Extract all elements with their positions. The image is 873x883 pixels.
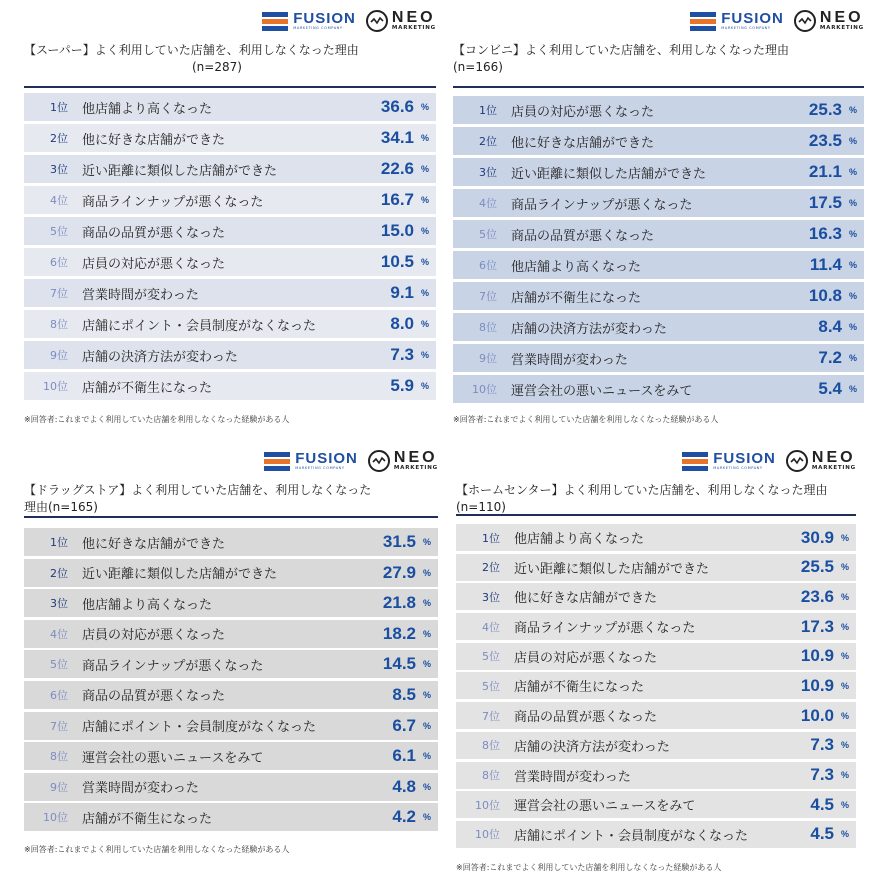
reason-label: 運営会社の悪いニュースをみて xyxy=(511,383,693,399)
ranking-row xyxy=(453,189,864,217)
reason-label: 他店舗より高くなった xyxy=(511,259,642,275)
ranking-row xyxy=(24,559,438,587)
logo-group xyxy=(264,444,438,478)
percent-unit: % xyxy=(420,319,429,329)
percent-unit: % xyxy=(420,288,429,298)
rank-label: 6位 xyxy=(479,259,497,272)
neo-subtext: MARKETING xyxy=(393,465,438,472)
percentage-value: 10.5 xyxy=(380,252,414,271)
ranking-row xyxy=(453,96,864,124)
neo-subtext: MARKETING xyxy=(819,25,864,32)
title-divider xyxy=(456,514,856,516)
rank-label: 8位 xyxy=(50,750,68,764)
reason-label: 他店舗より高くなった xyxy=(82,101,213,117)
rank-label: 3位 xyxy=(479,166,497,179)
percentage-value: 4.8 xyxy=(392,776,416,796)
respondent-note: ※回答者:これまでよく利用していた店舗を利用しなくなった経験がある人 xyxy=(456,863,722,872)
rank-label: 4位 xyxy=(479,197,497,210)
neo-circle-icon xyxy=(366,10,388,32)
reason-label: 他に好きな店舗ができた xyxy=(82,132,226,148)
rank-label: 1位 xyxy=(479,104,497,117)
reason-label: 店舗にポイント・会員制度がなくなった xyxy=(514,828,749,844)
fusion-mark-icon xyxy=(262,12,288,31)
percent-unit: % xyxy=(422,720,431,731)
reason-label: 商品の品質が悪くなった xyxy=(514,710,658,726)
ranking-row xyxy=(456,791,856,818)
percentage-value: 31.5 xyxy=(382,532,416,551)
percentage-value: 25.3 xyxy=(808,100,842,119)
reason-label: 店舗の決済方法が変わった xyxy=(511,321,667,337)
fusion-mark-icon xyxy=(682,452,708,471)
rank-label: 2位 xyxy=(50,132,68,145)
percentage-value: 16.3 xyxy=(808,224,842,243)
rank-label: 2位 xyxy=(50,566,68,580)
ranking-row xyxy=(24,803,438,831)
reason-label: 営業時間が変わった xyxy=(82,287,199,303)
ranking-row xyxy=(453,158,864,186)
percentage-value: 5.9 xyxy=(390,376,414,395)
reason-label: 商品の品質が悪くなった xyxy=(511,228,655,244)
percentage-value: 36.6 xyxy=(380,97,414,116)
ranking-row xyxy=(24,124,436,152)
reason-label: 商品ラインナップが悪くなった xyxy=(82,194,264,210)
title-divider xyxy=(453,86,864,88)
respondent-note: ※回答者:これまでよく利用していた店舗を利用しなくなった経験がある人 xyxy=(24,845,290,854)
reason-label: 店員の対応が悪くなった xyxy=(82,256,226,272)
reason-label: 近い距離に類似した店舗ができた xyxy=(511,166,707,182)
percent-unit: % xyxy=(422,659,431,670)
rank-label: 6位 xyxy=(50,688,68,702)
ranking-list xyxy=(24,93,436,400)
reason-label: 店員の対応が悪くなった xyxy=(514,650,658,666)
percent-unit: % xyxy=(422,812,431,823)
neo-logo xyxy=(366,10,436,32)
percent-unit: % xyxy=(840,680,849,691)
rank-label: 9位 xyxy=(50,349,68,362)
panel-title-main: 【ホームセンター】よく利用していた店舗を、利用しなくなった理由 xyxy=(456,483,828,497)
percent-unit: % xyxy=(840,740,849,751)
rank-label: 9位 xyxy=(50,780,68,794)
percentage-value: 30.9 xyxy=(800,527,834,547)
ranking-row xyxy=(456,583,856,610)
reason-label: 他に好きな店舗ができた xyxy=(514,591,658,607)
percentage-value: 10.9 xyxy=(800,675,834,695)
reason-label: 近い距離に類似した店舗ができた xyxy=(82,567,278,583)
reason-label: 営業時間が変わった xyxy=(82,781,199,797)
ranking-row xyxy=(24,372,436,400)
rank-label: 7位 xyxy=(50,719,68,733)
ranking-row xyxy=(453,344,864,372)
percent-unit: % xyxy=(848,322,857,332)
neo-subtext: MARKETING xyxy=(391,25,436,32)
percent-unit: % xyxy=(848,291,857,301)
ranking-row xyxy=(456,821,856,848)
ranking-row xyxy=(456,554,856,581)
percentage-value: 11.4 xyxy=(809,255,842,274)
percent-unit: % xyxy=(840,710,849,721)
percent-unit: % xyxy=(840,532,849,543)
reason-label: 商品ラインナップが悪くなった xyxy=(82,658,264,674)
reason-label: 店舗が不衛生になった xyxy=(514,680,645,696)
fusion-mark-icon xyxy=(264,452,290,471)
rank-label: 1位 xyxy=(50,101,68,114)
percentage-value: 21.8 xyxy=(382,593,416,613)
rank-label: 8位 xyxy=(50,318,68,331)
percent-unit: % xyxy=(840,591,849,602)
percent-unit: % xyxy=(420,195,429,205)
reason-label: 店舗にポイント・会員制度がなくなった xyxy=(82,720,317,736)
rank-label: 5位 xyxy=(50,225,68,238)
ranking-row xyxy=(24,712,438,740)
rank-label: 8位 xyxy=(482,769,500,782)
percentage-value: 4.2 xyxy=(392,807,416,827)
title-divider xyxy=(24,516,438,518)
reason-label: 他に好きな店舗ができた xyxy=(511,135,655,151)
reason-label: 他に好きな店舗ができた xyxy=(82,536,226,552)
fusion-logo xyxy=(690,11,784,31)
percent-unit: % xyxy=(848,229,857,239)
ranking-list xyxy=(453,96,864,403)
percentage-value: 17.3 xyxy=(800,616,834,636)
percentage-value: 6.1 xyxy=(392,746,416,766)
percentage-value: 6.7 xyxy=(392,715,416,735)
percentage-value: 18.2 xyxy=(382,623,416,643)
panel-title xyxy=(453,42,864,76)
percentage-value: 7.3 xyxy=(810,765,834,784)
reason-label: 店舗にポイント・会員制度がなくなった xyxy=(82,318,317,334)
rank-label: 9位 xyxy=(479,352,497,365)
ranking-row xyxy=(24,681,438,709)
rank-label: 3位 xyxy=(50,163,68,176)
panel-title xyxy=(456,482,856,516)
rank-label: 5位 xyxy=(482,650,500,664)
panel-title-sample: (n=166) xyxy=(453,60,503,74)
percent-unit: % xyxy=(420,381,429,391)
ranking-row xyxy=(24,589,438,617)
percent-unit: % xyxy=(840,770,849,780)
rank-label: 5位 xyxy=(482,679,500,693)
fusion-wordmark: FUSION xyxy=(295,450,358,468)
ranking-row xyxy=(24,217,436,245)
percentage-value: 21.1 xyxy=(808,162,842,181)
percentage-value: 9.1 xyxy=(390,283,414,302)
ranking-row xyxy=(24,248,436,276)
ranking-row xyxy=(456,762,856,789)
ranking-row xyxy=(24,773,438,801)
reason-label: 運営会社の悪いニュースをみて xyxy=(514,799,696,815)
rank-label: 4位 xyxy=(50,194,68,207)
rank-label: 10位 xyxy=(475,798,500,812)
rank-label: 2位 xyxy=(479,135,497,148)
title-divider xyxy=(24,86,436,88)
percentage-value: 7.3 xyxy=(810,735,834,755)
neo-wordmark: NEO xyxy=(393,449,438,467)
ranking-row xyxy=(24,650,438,678)
reason-label: 営業時間が変わった xyxy=(514,769,631,785)
neo-wordmark: NEO xyxy=(811,449,856,467)
reason-label: 他店舗より高くなった xyxy=(514,532,645,547)
reason-label: 運営会社の悪いニュースをみて xyxy=(82,750,264,766)
reason-label: 商品ラインナップが悪くなった xyxy=(514,621,696,637)
ranking-row xyxy=(24,279,436,307)
fusion-subtext: MARKETING COMPANY xyxy=(713,466,763,471)
panel-title xyxy=(24,482,438,516)
ranking-row xyxy=(24,742,438,770)
percent-unit: % xyxy=(840,799,849,810)
percent-unit: % xyxy=(848,136,857,146)
fusion-subtext: MARKETING COMPANY xyxy=(295,466,345,471)
logo-group xyxy=(682,444,856,478)
ranking-list xyxy=(456,524,856,848)
percent-unit: % xyxy=(422,781,431,792)
percentage-value: 10.9 xyxy=(800,646,834,666)
reason-label: 店舗の決済方法が変わった xyxy=(514,739,670,755)
percent-unit: % xyxy=(422,598,431,609)
reason-label: 店舗の決済方法が変わった xyxy=(82,349,238,365)
rank-label: 2位 xyxy=(482,561,500,575)
neo-wordmark: NEO xyxy=(819,9,864,27)
rank-label: 8位 xyxy=(482,739,500,753)
percent-unit: % xyxy=(420,164,429,174)
neo-circle-icon xyxy=(794,10,816,32)
rank-label: 5位 xyxy=(50,658,68,672)
rank-label: 8位 xyxy=(479,321,497,334)
rank-label: 7位 xyxy=(479,290,497,303)
neo-wordmark: NEO xyxy=(391,9,436,27)
rank-label: 3位 xyxy=(50,597,68,611)
rank-label: 4位 xyxy=(482,620,500,634)
reason-label: 近い距離に類似した店舗ができた xyxy=(514,561,710,577)
ranking-row xyxy=(456,672,856,699)
percentage-value: 10.0 xyxy=(800,705,834,725)
percent-unit: % xyxy=(840,829,849,840)
percentage-value: 10.8 xyxy=(808,286,842,305)
reason-label: 商品ラインナップが悪くなった xyxy=(511,197,693,213)
percent-unit: % xyxy=(422,537,431,547)
panel-title xyxy=(24,42,436,76)
reason-label: 店員の対応が悪くなった xyxy=(511,104,655,120)
ranking-row xyxy=(453,282,864,310)
percent-unit: % xyxy=(840,562,849,573)
percent-unit: % xyxy=(848,198,857,208)
percentage-value: 27.9 xyxy=(382,562,416,582)
neo-circle-icon xyxy=(786,450,808,472)
ranking-row xyxy=(24,93,436,121)
reason-label: 店舗が不衛生になった xyxy=(82,811,213,827)
percentage-value: 8.5 xyxy=(392,684,416,704)
reason-label: 店員の対応が悪くなった xyxy=(82,628,226,644)
percentage-value: 5.4 xyxy=(818,379,842,398)
neo-circle-icon xyxy=(368,450,390,472)
ranking-row xyxy=(24,155,436,183)
percent-unit: % xyxy=(422,567,431,578)
ranking-row xyxy=(456,732,856,759)
panel-title-sample: (n=287) xyxy=(192,60,242,74)
ranking-row xyxy=(24,528,438,556)
percentage-value: 8.0 xyxy=(390,314,414,333)
ranking-list xyxy=(24,528,438,831)
ranking-row xyxy=(456,643,856,670)
percentage-value: 23.5 xyxy=(808,131,842,150)
percent-unit: % xyxy=(840,621,849,632)
percent-unit: % xyxy=(422,751,431,762)
logo-group xyxy=(262,4,436,38)
percent-unit: % xyxy=(422,689,431,700)
percentage-value: 34.1 xyxy=(380,128,414,147)
reason-label: 営業時間が変わった xyxy=(511,352,628,368)
percentage-value: 25.5 xyxy=(800,557,834,577)
percent-unit: % xyxy=(422,628,431,639)
percentage-value: 16.7 xyxy=(380,190,414,209)
reason-label: 商品の品質が悪くなった xyxy=(82,225,226,241)
rank-label: 7位 xyxy=(50,287,68,300)
ranking-row xyxy=(24,310,436,338)
panel-title-sample: 理由(n=165) xyxy=(24,500,98,514)
percentage-value: 8.4 xyxy=(818,317,842,336)
fusion-subtext: MARKETING COMPANY xyxy=(721,26,771,31)
respondent-note: ※回答者:これまでよく利用していた店舗を利用しなくなった経験がある人 xyxy=(453,415,719,424)
reason-label: 他店舗より高くなった xyxy=(82,597,213,613)
ranking-row xyxy=(453,220,864,248)
fusion-wordmark: FUSION xyxy=(713,450,776,468)
percent-unit: % xyxy=(840,651,849,662)
percentage-value: 4.5 xyxy=(810,794,834,814)
ranking-row xyxy=(453,251,864,279)
reason-label: 商品の品質が悪くなった xyxy=(82,689,226,705)
rank-label: 4位 xyxy=(50,627,68,641)
percent-unit: % xyxy=(420,133,429,143)
neo-logo xyxy=(368,450,438,472)
ranking-row xyxy=(456,524,856,551)
rank-label: 10位 xyxy=(475,828,500,842)
percentage-value: 4.5 xyxy=(810,824,834,844)
fusion-logo xyxy=(262,11,356,31)
logo-group xyxy=(690,4,864,38)
percentage-value: 22.6 xyxy=(380,159,414,178)
percentage-value: 23.6 xyxy=(800,586,834,606)
percentage-value: 15.0 xyxy=(380,221,414,240)
panel-title-sample: (n=110) xyxy=(456,500,506,514)
percent-unit: % xyxy=(420,257,429,267)
rank-label: 3位 xyxy=(482,590,500,604)
ranking-row xyxy=(453,375,864,403)
ranking-row xyxy=(456,613,856,640)
percentage-value: 7.2 xyxy=(818,348,842,367)
fusion-logo xyxy=(264,451,358,471)
percent-unit: % xyxy=(420,226,429,236)
fusion-subtext: MARKETING COMPANY xyxy=(293,26,343,31)
percentage-value: 17.5 xyxy=(808,193,842,212)
reason-label: 近い距離に類似した店舗ができた xyxy=(82,163,278,179)
neo-logo xyxy=(786,450,856,472)
ranking-row xyxy=(453,313,864,341)
percent-unit: % xyxy=(848,105,857,115)
respondent-note: ※回答者:これまでよく利用していた店舗を利用しなくなった経験がある人 xyxy=(24,415,290,424)
percentage-value: 14.5 xyxy=(382,654,416,674)
fusion-wordmark: FUSION xyxy=(293,10,356,28)
fusion-wordmark: FUSION xyxy=(721,10,784,28)
rank-label: 5位 xyxy=(479,228,497,241)
rank-label: 7位 xyxy=(482,709,500,723)
rank-label: 1位 xyxy=(50,536,68,549)
percent-unit: % xyxy=(848,260,857,270)
ranking-row xyxy=(453,127,864,155)
ranking-row xyxy=(24,186,436,214)
percent-unit: % xyxy=(420,102,429,112)
percent-unit: % xyxy=(848,167,857,177)
rank-label: 1位 xyxy=(482,531,500,545)
panel-title-main: 【スーパー】よく利用していた店舗を、利用しなくなった理由 xyxy=(24,43,359,57)
rank-label: 10位 xyxy=(43,380,68,393)
ranking-row xyxy=(456,702,856,729)
fusion-mark-icon xyxy=(690,12,716,31)
ranking-row xyxy=(24,620,438,648)
panel-title-main: 【ドラッグストア】よく利用していた店舗を、利用しなくなった xyxy=(24,483,372,497)
rank-label: 10位 xyxy=(472,383,497,396)
neo-logo xyxy=(794,10,864,32)
percent-unit: % xyxy=(848,384,857,394)
percent-unit: % xyxy=(420,350,429,360)
reason-label: 店舗が不衛生になった xyxy=(511,290,642,306)
rank-label: 6位 xyxy=(50,256,68,269)
rank-label: 10位 xyxy=(43,811,68,825)
percent-unit: % xyxy=(848,353,857,363)
reason-label: 店舗が不衛生になった xyxy=(82,380,213,396)
neo-subtext: MARKETING xyxy=(811,465,856,472)
fusion-logo xyxy=(682,451,776,471)
panel-title-main: 【コンビニ】よく利用していた店舗を、利用しなくなった理由 xyxy=(453,43,790,57)
ranking-row xyxy=(24,341,436,369)
percentage-value: 7.3 xyxy=(390,345,414,364)
